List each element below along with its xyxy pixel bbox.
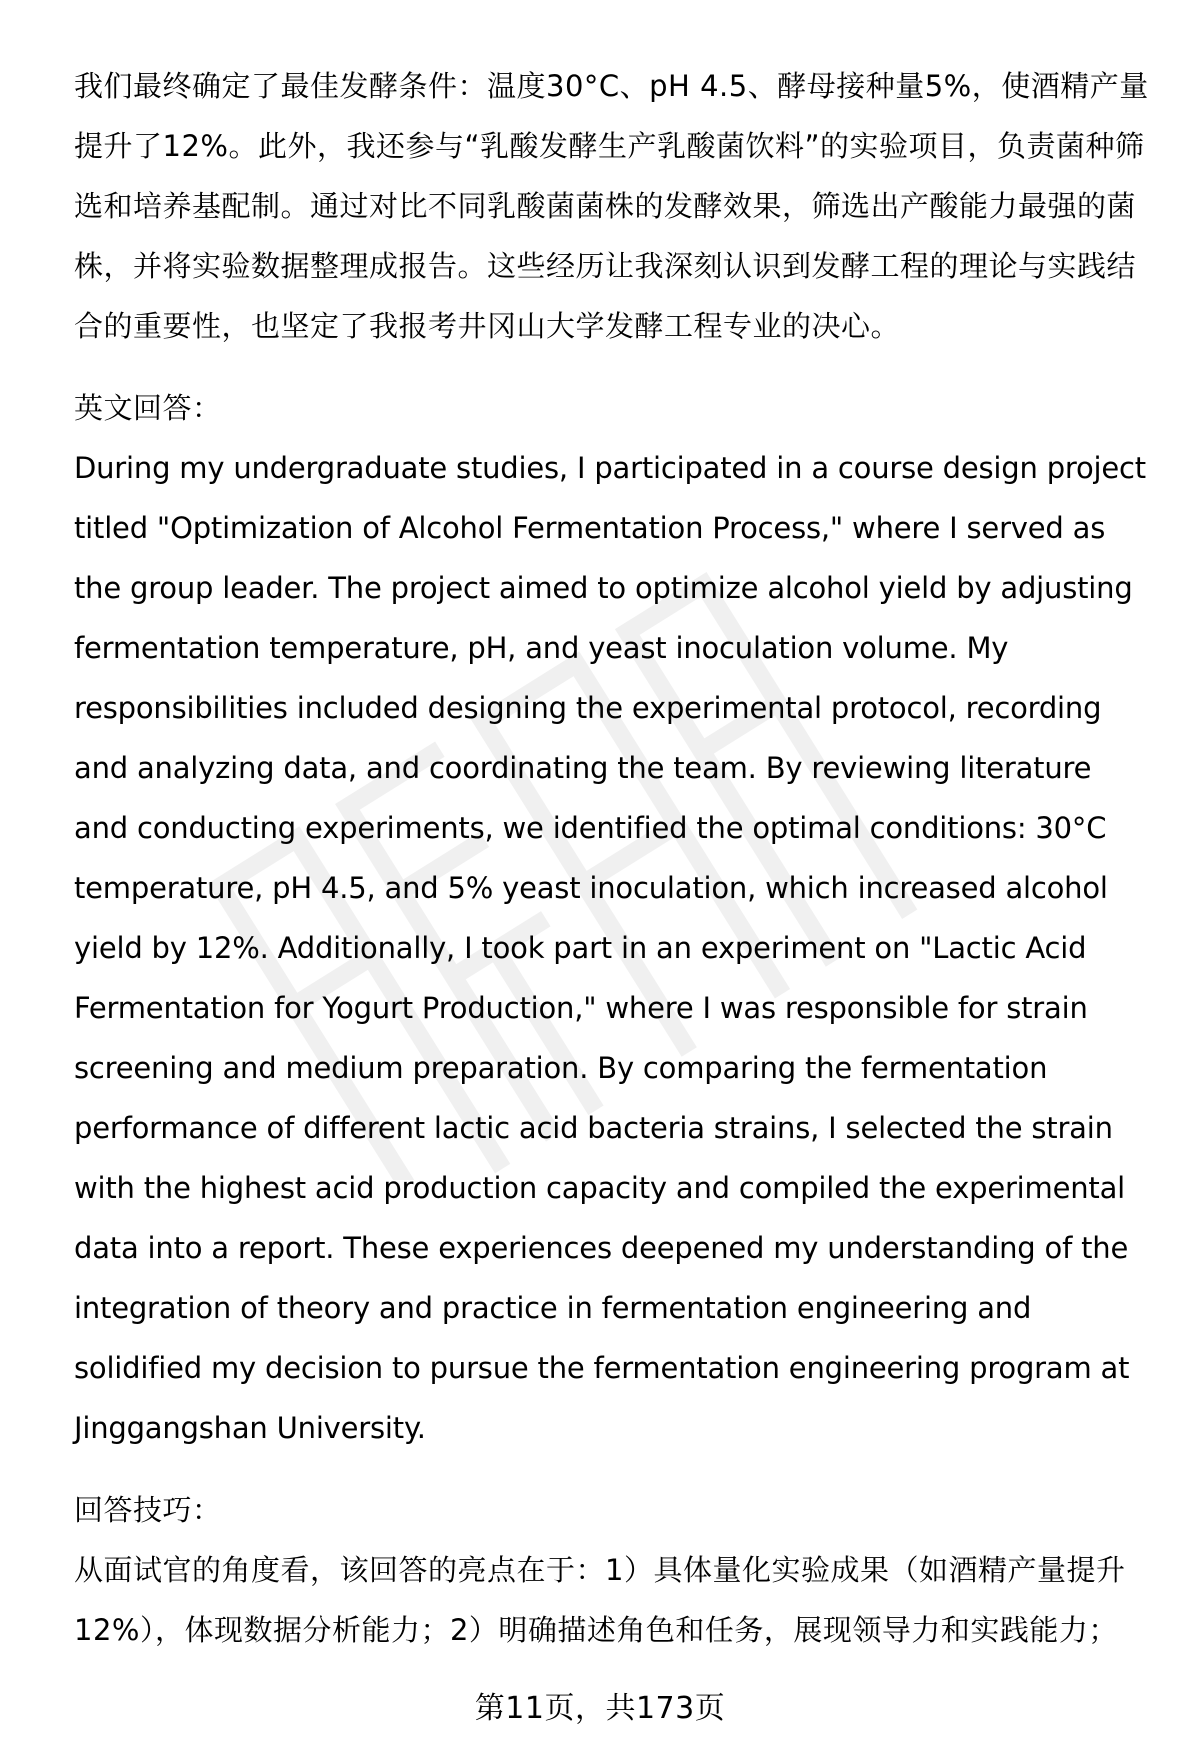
answer-tips-heading: 回答技巧： xyxy=(74,1493,222,1527)
english-answer-paragraph: During my undergraduate studies, I participated in a course design project titled "Optimization of Alcohol Fermentation Process," where I served as the group leader. The project aimed to optimize alcohol yield by adjusting fermentation temperature, pH, and yeast inoculation volume. My responsibilities included designing the experimental protocol, recording and analyzing data, and coordinating the team. By reviewing literature and conducting experiments, we identified the optimal conditions: 30°C temperature, pH 4.5, and 5% yeast inoculation, which increased alcohol yield by 12%. Additionally, I took part in an experiment on "Lactic Acid Fermentation for Yogurt Production," where I was responsible for strain screening and medium preparation. By comparing the fermentation performance of different lactic acid bacteria strains, I selected the strain with the highest acid production capacity and compiled the experimental data into a report. These experiences deepened my understanding of the integration of theory and practice in fermentation engineering and solidified my decision to pursue the fermentation engineering program at Jinggangshan University. xyxy=(74,451,1146,1445)
document-body xyxy=(74,56,1152,1660)
paragraph-spacer xyxy=(74,356,1152,378)
page-number-footer: 第11页，共173页 xyxy=(474,1691,726,1726)
answer-tips-paragraph: 从面试官的角度看，该回答的亮点在于：1）具体量化实验成果（如酒精产量提升12%），体现数据分析能力；2）明确描述角色和任务，展现领导力和实践能力； xyxy=(74,1553,1126,1647)
chinese-answer-paragraph: 我们最终确定了最佳发酵条件：温度30°C、pH 4.5、酵母接种量5%，使酒精产量提升了12%。此外，我还参与“乳酸发酵生产乳酸菌饮料”的实验项目，负责菌种筛选和培养基配制。通过对比不同乳酸菌菌株的发酵效果，筛选出产酸能力最强的菌株，并将实验数据整理成报告。这些经历让我深刻认识到发酵工程的理论与实践结合的重要性，也坚定了我报考井冈山大学发酵工程专业的决心。 xyxy=(74,69,1149,343)
paragraph-spacer xyxy=(74,1458,1152,1480)
english-answer-heading: 英文回答： xyxy=(74,391,222,425)
